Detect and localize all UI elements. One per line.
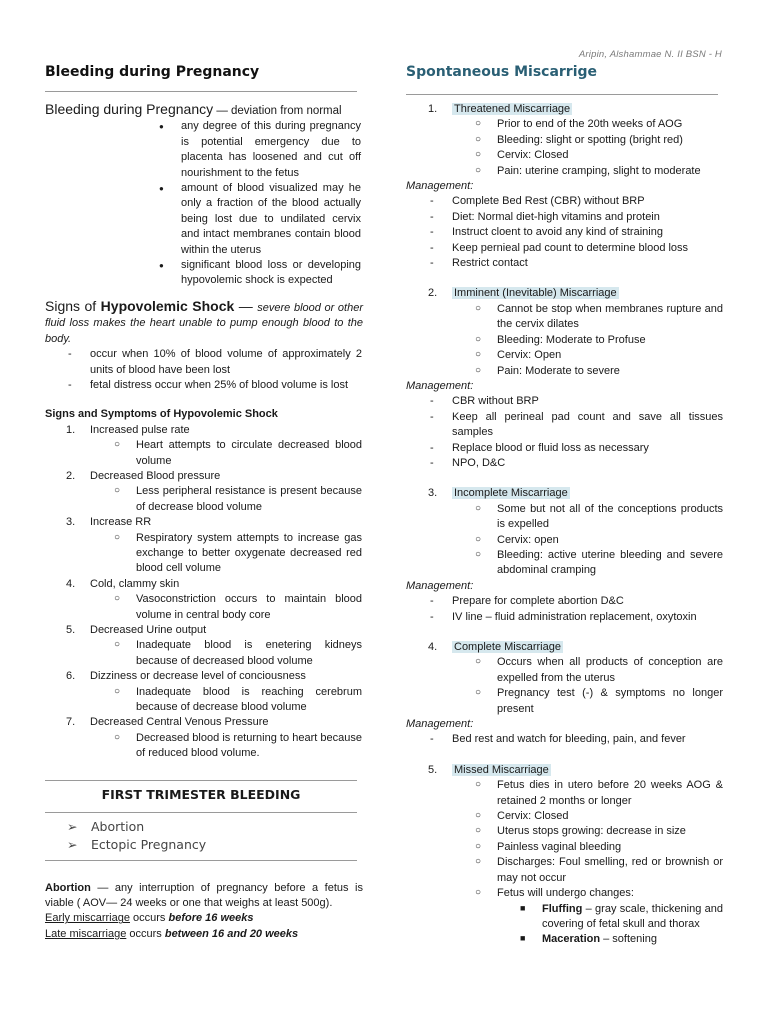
list-item [66,469,362,515]
list-item: ○ Discharges: Foul smelling, red or brownish or may not occur [497,855,723,886]
sas-heading: Signs and Symptoms of Hypovolemic Shock [45,408,278,421]
list-item: ○ Cervix: Closed [497,148,723,163]
section-imminent [428,286,724,301]
list-item: ○ Bleeding: Moderate to Profuse [497,333,723,348]
list-item: - Restrict contact [452,256,723,271]
early-mid: occurs [129,912,169,925]
section-label: Threatened Miscarriage [454,103,571,115]
management-list [452,394,723,471]
list-item: - Diet: Normal diet-high vitamins and protein [452,210,723,225]
list-item: - Keep all perineal pad count and save all tissues samples [452,410,723,441]
list-item: - Bed rest and watch for bleeding, pain, and fever [452,732,723,747]
shock-prefix: Signs of [45,297,101,314]
item-number: 1. [66,423,76,436]
right-title: Spontaneous Miscarrige [406,64,598,80]
abortion-text: — any interruption of pregnancy before a fetus is viable ( AOV— 24 weeks or one that weighs at least 500g). [45,881,363,910]
change-term: Maceration [542,933,601,946]
abortion-bold: Abortion [45,881,91,894]
item-sub: ○ Vasoconstriction occurs to maintain blood volume in central body core [136,592,362,623]
ftb-bottom-rule [45,812,357,813]
shock-dash: — [234,297,258,314]
section-missed [428,763,724,778]
early-miscarriage-line [45,911,363,926]
item-number: 5. [66,624,76,636]
late-miscarriage-line [45,927,363,942]
section-threatened [428,102,724,117]
list-item: ● amount of blood visualized may he only a fraction of the blood actually being lost due to undilated cervix and intact membranes contain blood within the uterus [181,181,361,258]
list-item: - IV line – fluid administration replacement, oxytoxin [452,610,723,625]
left-title-rule [45,91,357,92]
late-label: Late miscarriage [45,927,127,940]
ftb-end-rule [45,860,357,861]
section-label: Missed Miscarriage [454,763,549,776]
list-item: - CBR without BRP [452,394,723,409]
management-list [452,194,723,271]
list-item: ● significant blood loss or developing hypovolemic shock is expected [181,258,361,289]
list-item: ➢ Ectopic Pregnancy [67,836,363,854]
item-label: Cold, clammy skin [90,577,180,590]
management-list [452,732,723,747]
list-item [66,715,362,761]
list-item: ○ Fetus dies in utero before 20 weeks AOG & retained 2 months or longer [497,778,723,809]
list-item [66,669,362,715]
list-item: - Keep pernieal pad count to determine blood loss [452,241,723,256]
change-desc: – softening [600,933,657,946]
section-number: 5. [428,763,438,776]
list-item: - Complete Bed Rest (CBR) without BRP [452,194,723,209]
list-item: ○ Uterus stops growing: decrease in size [497,824,723,839]
list-item: ○ Cannot be stop when membranes rupture and the cervix dilates [497,302,723,333]
shock-paragraph [45,299,363,347]
list-item: ○ Bleeding: active uterine bleeding and severe abdominal cramping [497,548,723,579]
bdp-heading-line [45,102,363,119]
list-item: ○ Bleeding: slight or spotting (bright red) [497,133,723,148]
management-label: Management: [406,718,474,731]
section-number: 3. [428,487,438,500]
section-number: 4. [428,641,438,653]
item-number: 7. [66,716,76,729]
sas-list [66,423,362,762]
shock-dash-list [90,347,362,393]
management-label: Management: [406,379,474,392]
list-item [66,423,362,469]
section-complete [428,640,724,655]
list-item: ○ Cervix: Closed [497,809,723,824]
section-sub-list [497,502,723,579]
section-sub-list [497,302,723,379]
ftb-title: FIRST TRIMESTER BLEEDING [101,786,301,802]
list-item: ● any degree of this during pregnancy is potential emergency due to placenta has loosened and cut off nourishment to the fetus [181,119,361,181]
section-sub-list [497,655,723,717]
item-label: Dizziness or decrease level of conciousness [90,670,306,683]
page-header: Aripin, Alshammae N. II BSN - H [578,49,722,60]
bdp-dash-text: — deviation from normal [213,105,342,117]
list-item: ○ Fetus will undergo changes: [497,886,723,901]
section-incomplete [428,486,724,501]
list-item: ➢ Abortion [67,818,363,836]
list-item: ○ Prior to end of the 20th weeks of AOG [497,117,723,132]
list-item [66,515,362,577]
section-label: Complete Miscarriage [454,641,561,653]
management-label: Management: [406,579,474,592]
change-desc: – gray scale, thickening and covering of fetal skull and thorax [542,902,723,930]
item-label: Increased pulse rate [90,423,190,436]
section-sub-list [497,778,723,901]
abortion-paragraph [45,881,363,912]
section-number: 2. [428,287,438,300]
item-sub: ○ Respiratory system attempts to increase gas exchange to better oxygenate decreased red blood cell volume [136,531,362,577]
list-item: - fetal distress occur when 25% of blood volume is lost [90,378,362,393]
shock-bold: Hypovolemic Shock [100,297,235,314]
list-item: - Replace blood or fluid loss as necessary [452,441,723,456]
item-label: Increase RR [90,516,152,529]
right-column [406,62,724,948]
list-item [66,623,362,669]
list-item: ○ Occurs when all products of conception are expelled from the uterus [497,655,723,686]
ftb-list [67,818,363,854]
bdp-heading: Bleeding during Pregnancy [45,101,214,117]
list-item: ○ Pregnancy test (-) & symptoms no longer present [497,686,723,717]
right-title-rule [406,94,718,95]
fetal-changes-list [542,902,723,948]
list-item: - Prepare for complete abortion D&C [452,594,723,609]
early-value: before 16 weeks [168,912,254,925]
left-column [45,62,363,942]
section-label: Imminent (Inevitable) Miscarriage [454,287,617,300]
late-value: between 16 and 20 weeks [164,927,299,940]
change-term: Fluffing [542,902,583,915]
item-number: 4. [66,577,76,590]
shock-italic: severe blood or other fluid loss makes the heart unable to pump enough blood to the body. [45,301,364,345]
item-number: 3. [66,516,76,529]
list-item [66,577,362,623]
list-item: ○ Cervix: Open [497,348,723,363]
list-item: ○ Painless vaginal bleeding [497,840,723,855]
list-item: ○ Pain: uterine cramping, slight to moderate [497,164,723,179]
item-sub: ○ Inadequate blood is enetering kidneys because of decreased blood volume [136,638,362,669]
management-list [452,594,723,625]
section-label: Incomplete Miscarriage [454,487,568,500]
section-sub-list [497,117,723,179]
item-number: 2. [66,469,76,482]
item-sub: ○ Inadequate blood is reaching cerebrum because of decrease blood volume [136,685,362,716]
ftb-top-rule [45,780,357,781]
item-sub: ○ Heart attempts to circulate decreased blood volume [136,438,362,469]
list-item: ○ Cervix: open [497,533,723,548]
list-item: ○ Pain: Moderate to severe [497,364,723,379]
list-item: - occur when 10% of blood volume of approximately 2 units of blood have been lost [90,347,362,378]
item-label: Decreased Urine output [90,624,207,636]
left-title: Bleeding during Pregnancy [45,64,260,80]
item-number: 6. [66,670,76,683]
item-label: Decreased Blood pressure [90,469,221,482]
list-item: - Instruct cloent to avoid any kind of straining [452,225,723,240]
item-label: Decreased Central Venous Pressure [90,716,269,729]
management-label: Management: [406,180,474,193]
list-item [542,902,723,933]
section-number: 1. [428,103,438,115]
item-sub: ○ Decreased blood is returning to heart because of reduced blood volume. [136,731,362,762]
item-sub: ○ Less peripheral resistance is present because of decrease blood volume [136,484,362,515]
bdp-bullet-list [181,119,361,288]
list-item: ○ Some but not all of the conceptions products is expelled [497,502,723,533]
list-item [542,932,723,947]
early-label: Early miscarriage [45,912,130,925]
late-mid: occurs [126,927,165,940]
list-item: - NPO, D&C [452,456,723,471]
